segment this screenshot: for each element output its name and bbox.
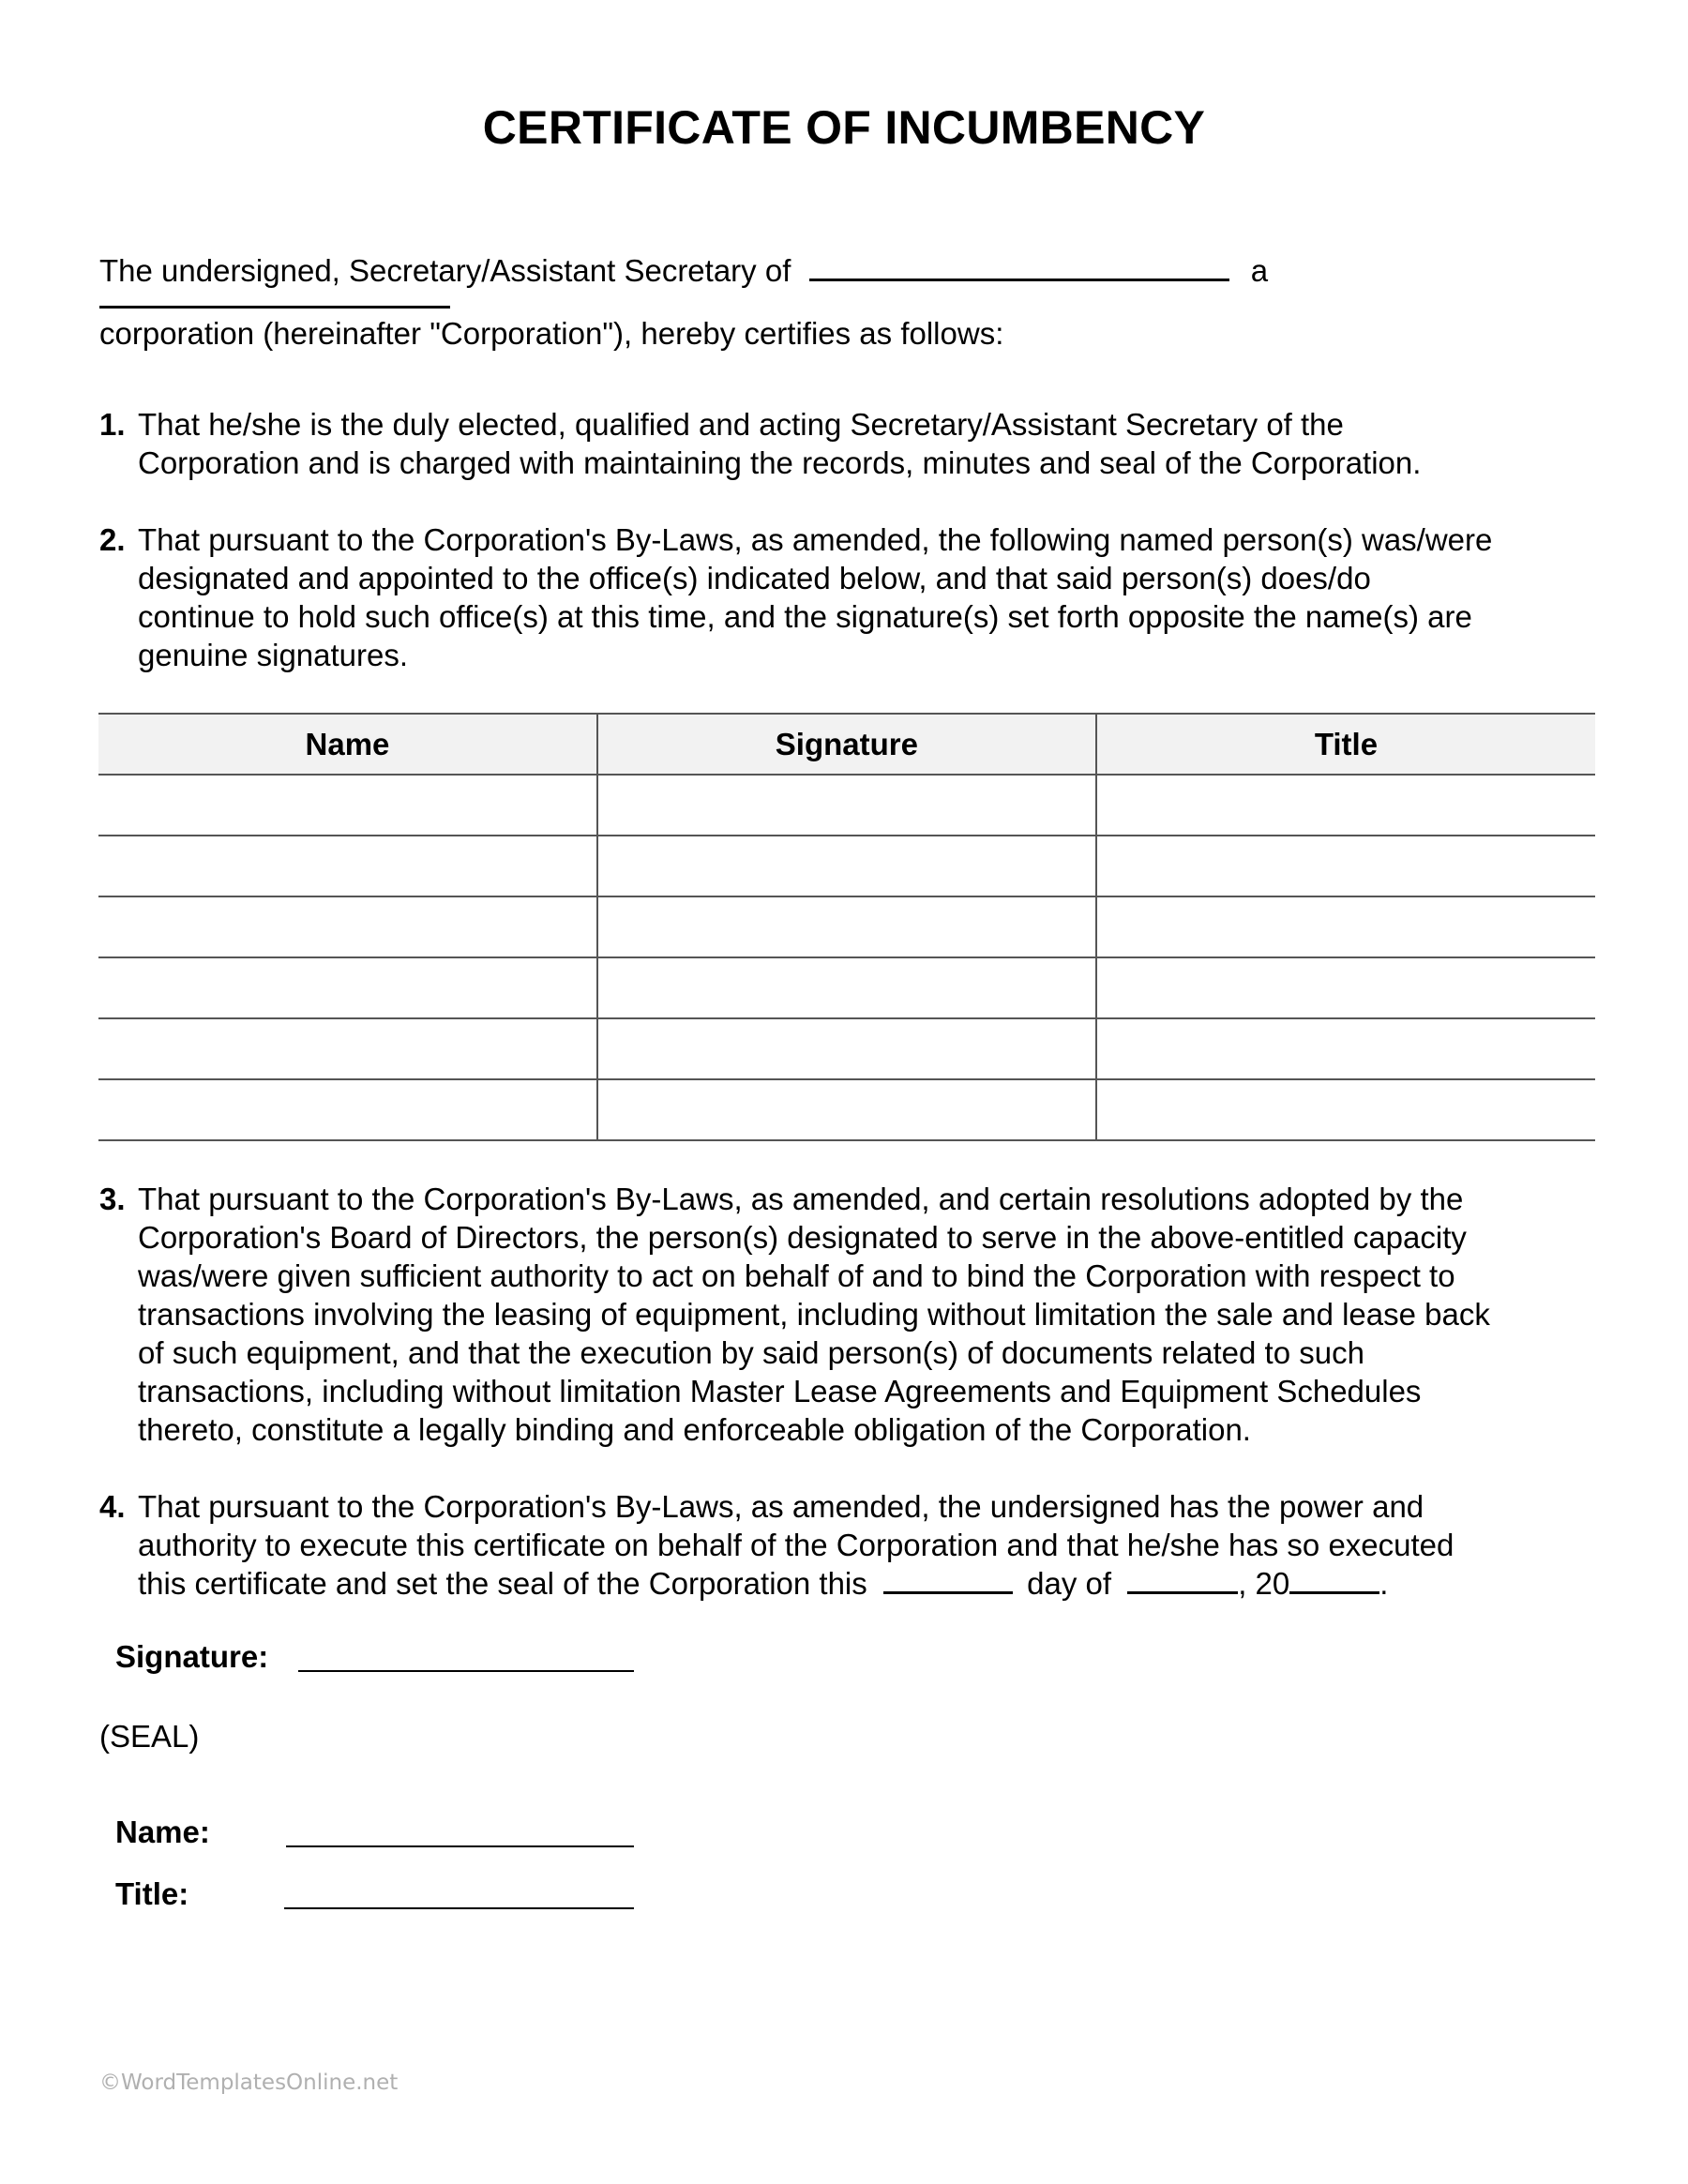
intro-line-1-text: The undersigned, Secretary/Assistant Secretary of: [99, 253, 791, 288]
item-4-last-line-part2: day of: [1027, 1566, 1112, 1601]
item-2-line: That pursuant to the Corporation's By-Laws, as amended, the following named person(s) was/were: [138, 522, 1493, 557]
item-3-line: of such equipment, and that the execution by said person(s) of documents related to such: [138, 1335, 1364, 1370]
item-1-line: That he/she is the duly elected, qualified and acting Secretary/Assistant Secretary of the: [138, 407, 1344, 442]
item-4-last-line-part1: this certificate and set the seal of the Corporation this: [138, 1566, 867, 1601]
column-header-signature: Signature: [597, 714, 1096, 775]
item-3-number: 3.: [99, 1182, 126, 1216]
item-4-last-line-part4: .: [1379, 1566, 1389, 1601]
item-3-line: transactions, including without limitation Master Lease Agreements and Equipment Schedules: [138, 1374, 1422, 1408]
signature-label: Signature:: [115, 1639, 269, 1674]
item-3-line: Corporation's Board of Directors, the person(s) designated to serve in the above-entitled capacity: [138, 1220, 1467, 1255]
signature-line[interactable]: [298, 1670, 634, 1672]
intro-line-1-suffix: a: [1250, 253, 1269, 288]
item-2-line: designated and appointed to the office(s) indicated below, and that said person(s) does/do: [138, 561, 1371, 595]
page-title: CERTIFICATE OF INCUMBENCY: [482, 101, 1206, 154]
seal-label: (SEAL): [99, 1719, 200, 1754]
column-header-title: Title: [1096, 714, 1595, 775]
item-2-line: continue to hold such office(s) at this time, and the signature(s) set forth opposite the name(s) are: [138, 599, 1472, 634]
item-4-number: 4.: [99, 1489, 126, 1524]
name-line[interactable]: [286, 1845, 634, 1847]
item-2-number: 2.: [99, 522, 126, 557]
item-3-line: thereto, constitute a legally binding and enforceable obligation of the Corporation.: [138, 1412, 1251, 1447]
title-line[interactable]: [284, 1907, 634, 1909]
item-2-line: genuine signatures.: [138, 638, 409, 672]
column-header-name: Name: [98, 714, 597, 775]
item-1-line: Corporation and is charged with maintaining the records, minutes and seal of the Corporation.: [138, 445, 1422, 480]
title-label: Title:: [115, 1876, 189, 1911]
item-3-line: transactions involving the leasing of equipment, including without limitation the sale and lease back: [138, 1297, 1490, 1332]
name-label: Name:: [115, 1815, 210, 1849]
watermark: ©WordTemplatesOnline.net: [99, 2071, 399, 2095]
item-1-number: 1.: [99, 407, 126, 442]
item-4-line: authority to execute this certificate on behalf of the Corporation and that he/she has so executed: [138, 1528, 1454, 1562]
intro-line-2: corporation (hereinafter "Corporation"), hereby certifies as follows:: [99, 316, 1004, 351]
item-3-line: was/were given sufficient authority to act on behalf of and to bind the Corporation with respect to: [138, 1258, 1455, 1293]
item-4-last-line-part3: , 20: [1238, 1566, 1290, 1601]
item-3-line: That pursuant to the Corporation's By-Laws, as amended, and certain resolutions adopted by the: [138, 1182, 1464, 1216]
item-4-line: That pursuant to the Corporation's By-Laws, as amended, the undersigned has the power and: [138, 1489, 1424, 1524]
